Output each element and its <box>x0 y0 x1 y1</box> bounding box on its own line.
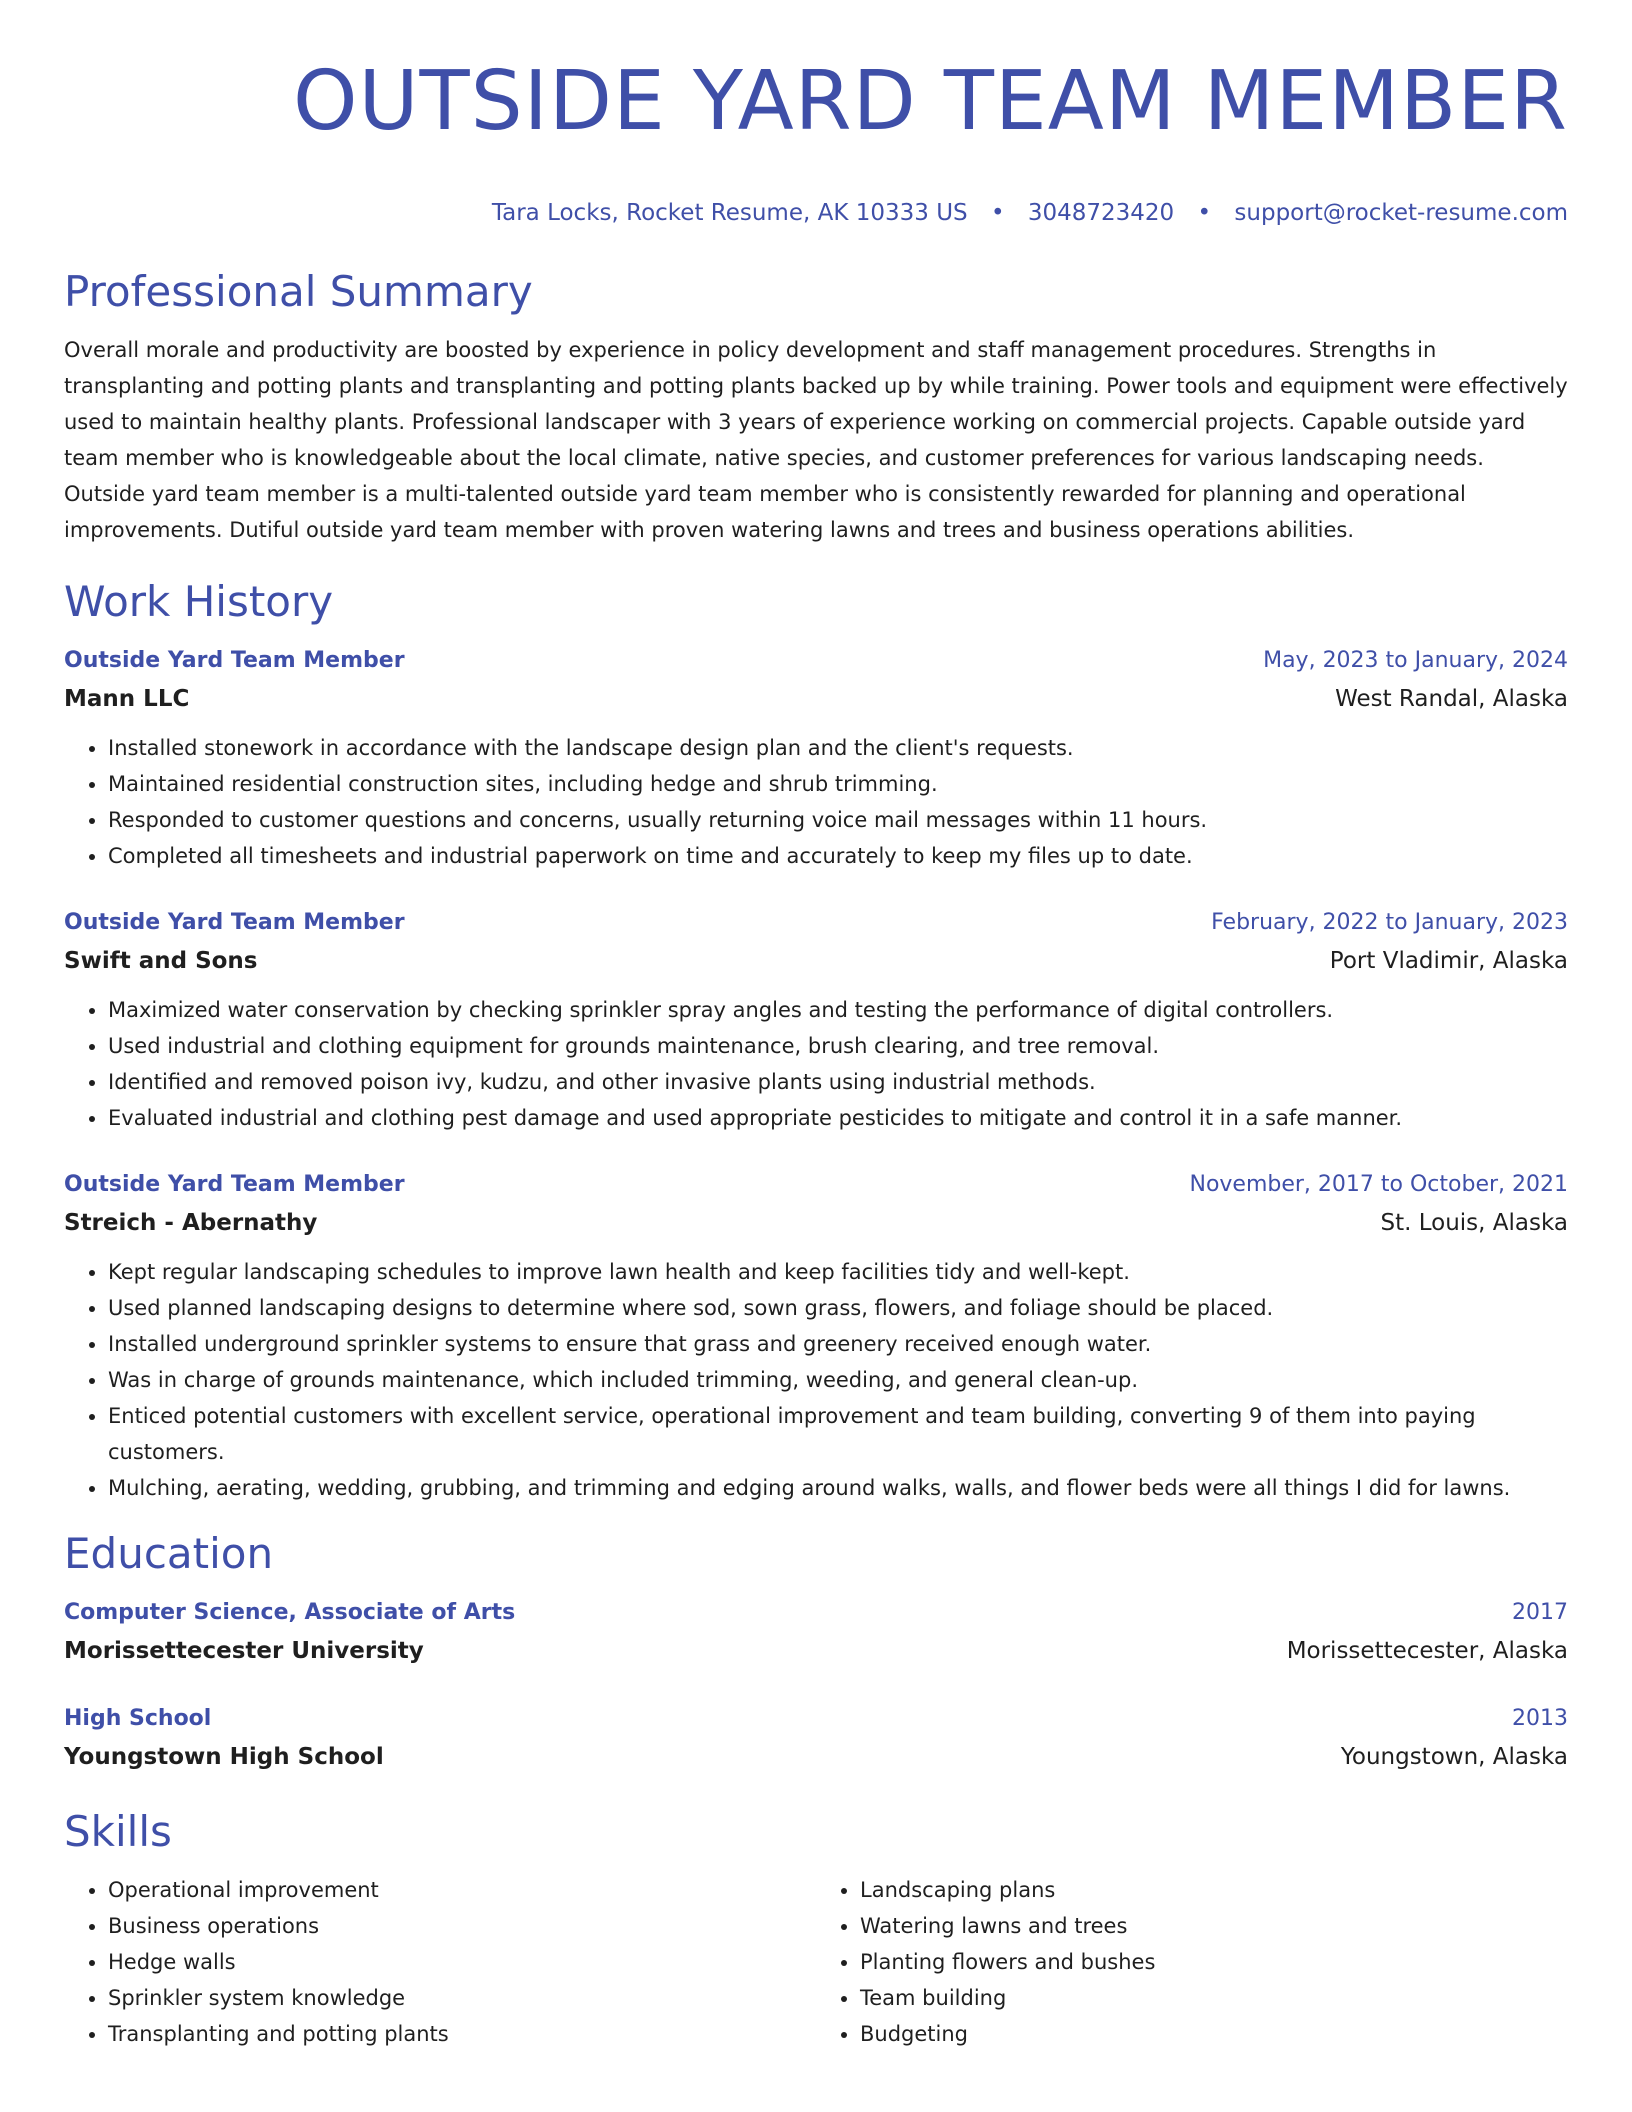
job-bullets <box>64 992 1568 1136</box>
job-bullet: • Installed underground sprinkler systems to ensure that grass and greenery received enough water. <box>108 1326 1568 1362</box>
education-degree: Computer Science, Associate of Arts <box>64 1600 516 1625</box>
job-bullets <box>64 1254 1568 1506</box>
job-company: Mann LLC <box>64 686 190 712</box>
education-year: 2013 <box>1512 1706 1568 1731</box>
job-bullet: • Maximized water conservation by checking sprinkler spray angles and testing the performance of digital controllers. <box>108 992 1568 1028</box>
job-entry <box>64 1166 1568 1506</box>
job-bullet: • Maintained residential construction sites, including hedge and shrub trimming. <box>108 766 1568 802</box>
contact-address: Tara Locks, Rocket Resume, AK 10333 US <box>491 200 968 226</box>
job-title: Outside Yard Team Member <box>64 648 405 673</box>
section-title-summary: Professional Summary <box>64 267 533 316</box>
education-location: Youngstown, Alaska <box>1340 1744 1568 1770</box>
skills-list-right <box>816 1872 1568 2052</box>
education-school: Morissettecester University <box>64 1638 424 1664</box>
job-bullet: • Kept regular landscaping schedules to improve lawn health and keep facilities tidy and well-kept. <box>108 1254 1568 1290</box>
job-title: Outside Yard Team Member <box>64 910 405 935</box>
job-bullet: • Used industrial and clothing equipment for grounds maintenance, brush clearing, and tree removal. <box>108 1028 1568 1064</box>
skill-item: • Operational improvement <box>108 1872 816 1908</box>
job-entry <box>64 642 1568 874</box>
skill-item: • Hedge walls <box>108 1944 816 1980</box>
job-bullet: • Used planned landscaping designs to determine where sod, sown grass, flowers, and foliage should be placed. <box>108 1290 1568 1326</box>
job-company: Streich - Abernathy <box>64 1210 318 1236</box>
separator-dot: • <box>1197 200 1212 226</box>
skills-list-left <box>64 1872 816 2052</box>
job-bullet: • Enticed potential customers with excellent service, operational improvement and team building, converting 9 of them into paying customers. <box>108 1398 1568 1470</box>
skill-item: • Watering lawns and trees <box>860 1908 1568 1944</box>
summary-text: Overall morale and productivity are boosted by experience in policy development and staff management procedures. Strengths in transplanting and potting plants and transplanting and potting plants backed up by while training. Power tools and equipment were effectively used to maintain healthy plants. Professional landscaper with 3 years of experience working on commercial projects. Capable outside yard team member who is knowledgeable about the local climate, native species, and customer preferences for various landscaping needs. Outside yard team member is a multi-talented outside yard team member who is consistently rewarded for planning and operational improvements. Dutiful outside yard team member with proven watering lawns and trees and business operations abilities. <box>64 338 1568 542</box>
job-location: St. Louis, Alaska <box>1380 1210 1568 1236</box>
contact-email: support@rocket-resume.com <box>1234 200 1568 226</box>
job-bullet: • Mulching, aerating, wedding, grubbing, and trimming and edging around walks, walls, and flower beds were all things I did for lawns. <box>108 1470 1568 1506</box>
skills-columns <box>64 1872 1568 2052</box>
job-bullets <box>64 730 1568 874</box>
job-title: Outside Yard Team Member <box>64 1172 405 1197</box>
skill-item: • Budgeting <box>860 2016 1568 2052</box>
skill-item: • Team building <box>860 1980 1568 2016</box>
job-bullet: • Was in charge of grounds maintenance, which included trimming, weeding, and general clean-up. <box>108 1362 1568 1398</box>
skill-item: • Landscaping plans <box>860 1872 1568 1908</box>
job-dates: May, 2023 to January, 2024 <box>1263 648 1568 673</box>
job-bullet: • Completed all timesheets and industrial paperwork on time and accurately to keep my files up to date. <box>108 838 1568 874</box>
job-bullet: • Responded to customer questions and concerns, usually returning voice mail messages within 11 hours. <box>108 802 1568 838</box>
job-entry <box>64 904 1568 1136</box>
section-title-education: Education <box>64 1529 274 1578</box>
skill-item: • Business operations <box>108 1908 816 1944</box>
education-entry <box>64 1594 1568 1670</box>
job-bullet: • Identified and removed poison ivy, kudzu, and other invasive plants using industrial methods. <box>108 1064 1568 1100</box>
separator-dot: • <box>990 200 1005 226</box>
education-school: Youngstown High School <box>64 1744 384 1770</box>
job-dates: November, 2017 to October, 2021 <box>1189 1172 1568 1197</box>
section-title-skills: Skills <box>64 1807 172 1856</box>
skill-item: • Transplanting and potting plants <box>108 2016 816 2052</box>
section-title-work-history: Work History <box>64 577 334 626</box>
education-degree: High School <box>64 1706 212 1731</box>
job-bullet: • Evaluated industrial and clothing pest damage and used appropriate pesticides to mitigate and control it in a safe manner. <box>108 1100 1568 1136</box>
contact-phone: 3048723420 <box>1027 200 1175 226</box>
job-location: West Randal, Alaska <box>1335 686 1568 712</box>
job-location: Port Vladimir, Alaska <box>1329 948 1568 974</box>
education-entry <box>64 1700 1568 1776</box>
job-bullet: • Installed stonework in accordance with the landscape design plan and the client's requests. <box>108 730 1568 766</box>
skill-item: • Planting flowers and bushes <box>860 1944 1568 1980</box>
job-company: Swift and Sons <box>64 948 258 974</box>
education-location: Morissettecester, Alaska <box>1286 1638 1568 1664</box>
candidate-name: OUTSIDE YARD TEAM MEMBER <box>292 54 1568 149</box>
contact-line <box>64 198 1568 228</box>
skill-item: • Sprinkler system knowledge <box>108 1980 816 2016</box>
job-dates: February, 2022 to January, 2023 <box>1211 910 1568 935</box>
education-year: 2017 <box>1512 1600 1568 1625</box>
